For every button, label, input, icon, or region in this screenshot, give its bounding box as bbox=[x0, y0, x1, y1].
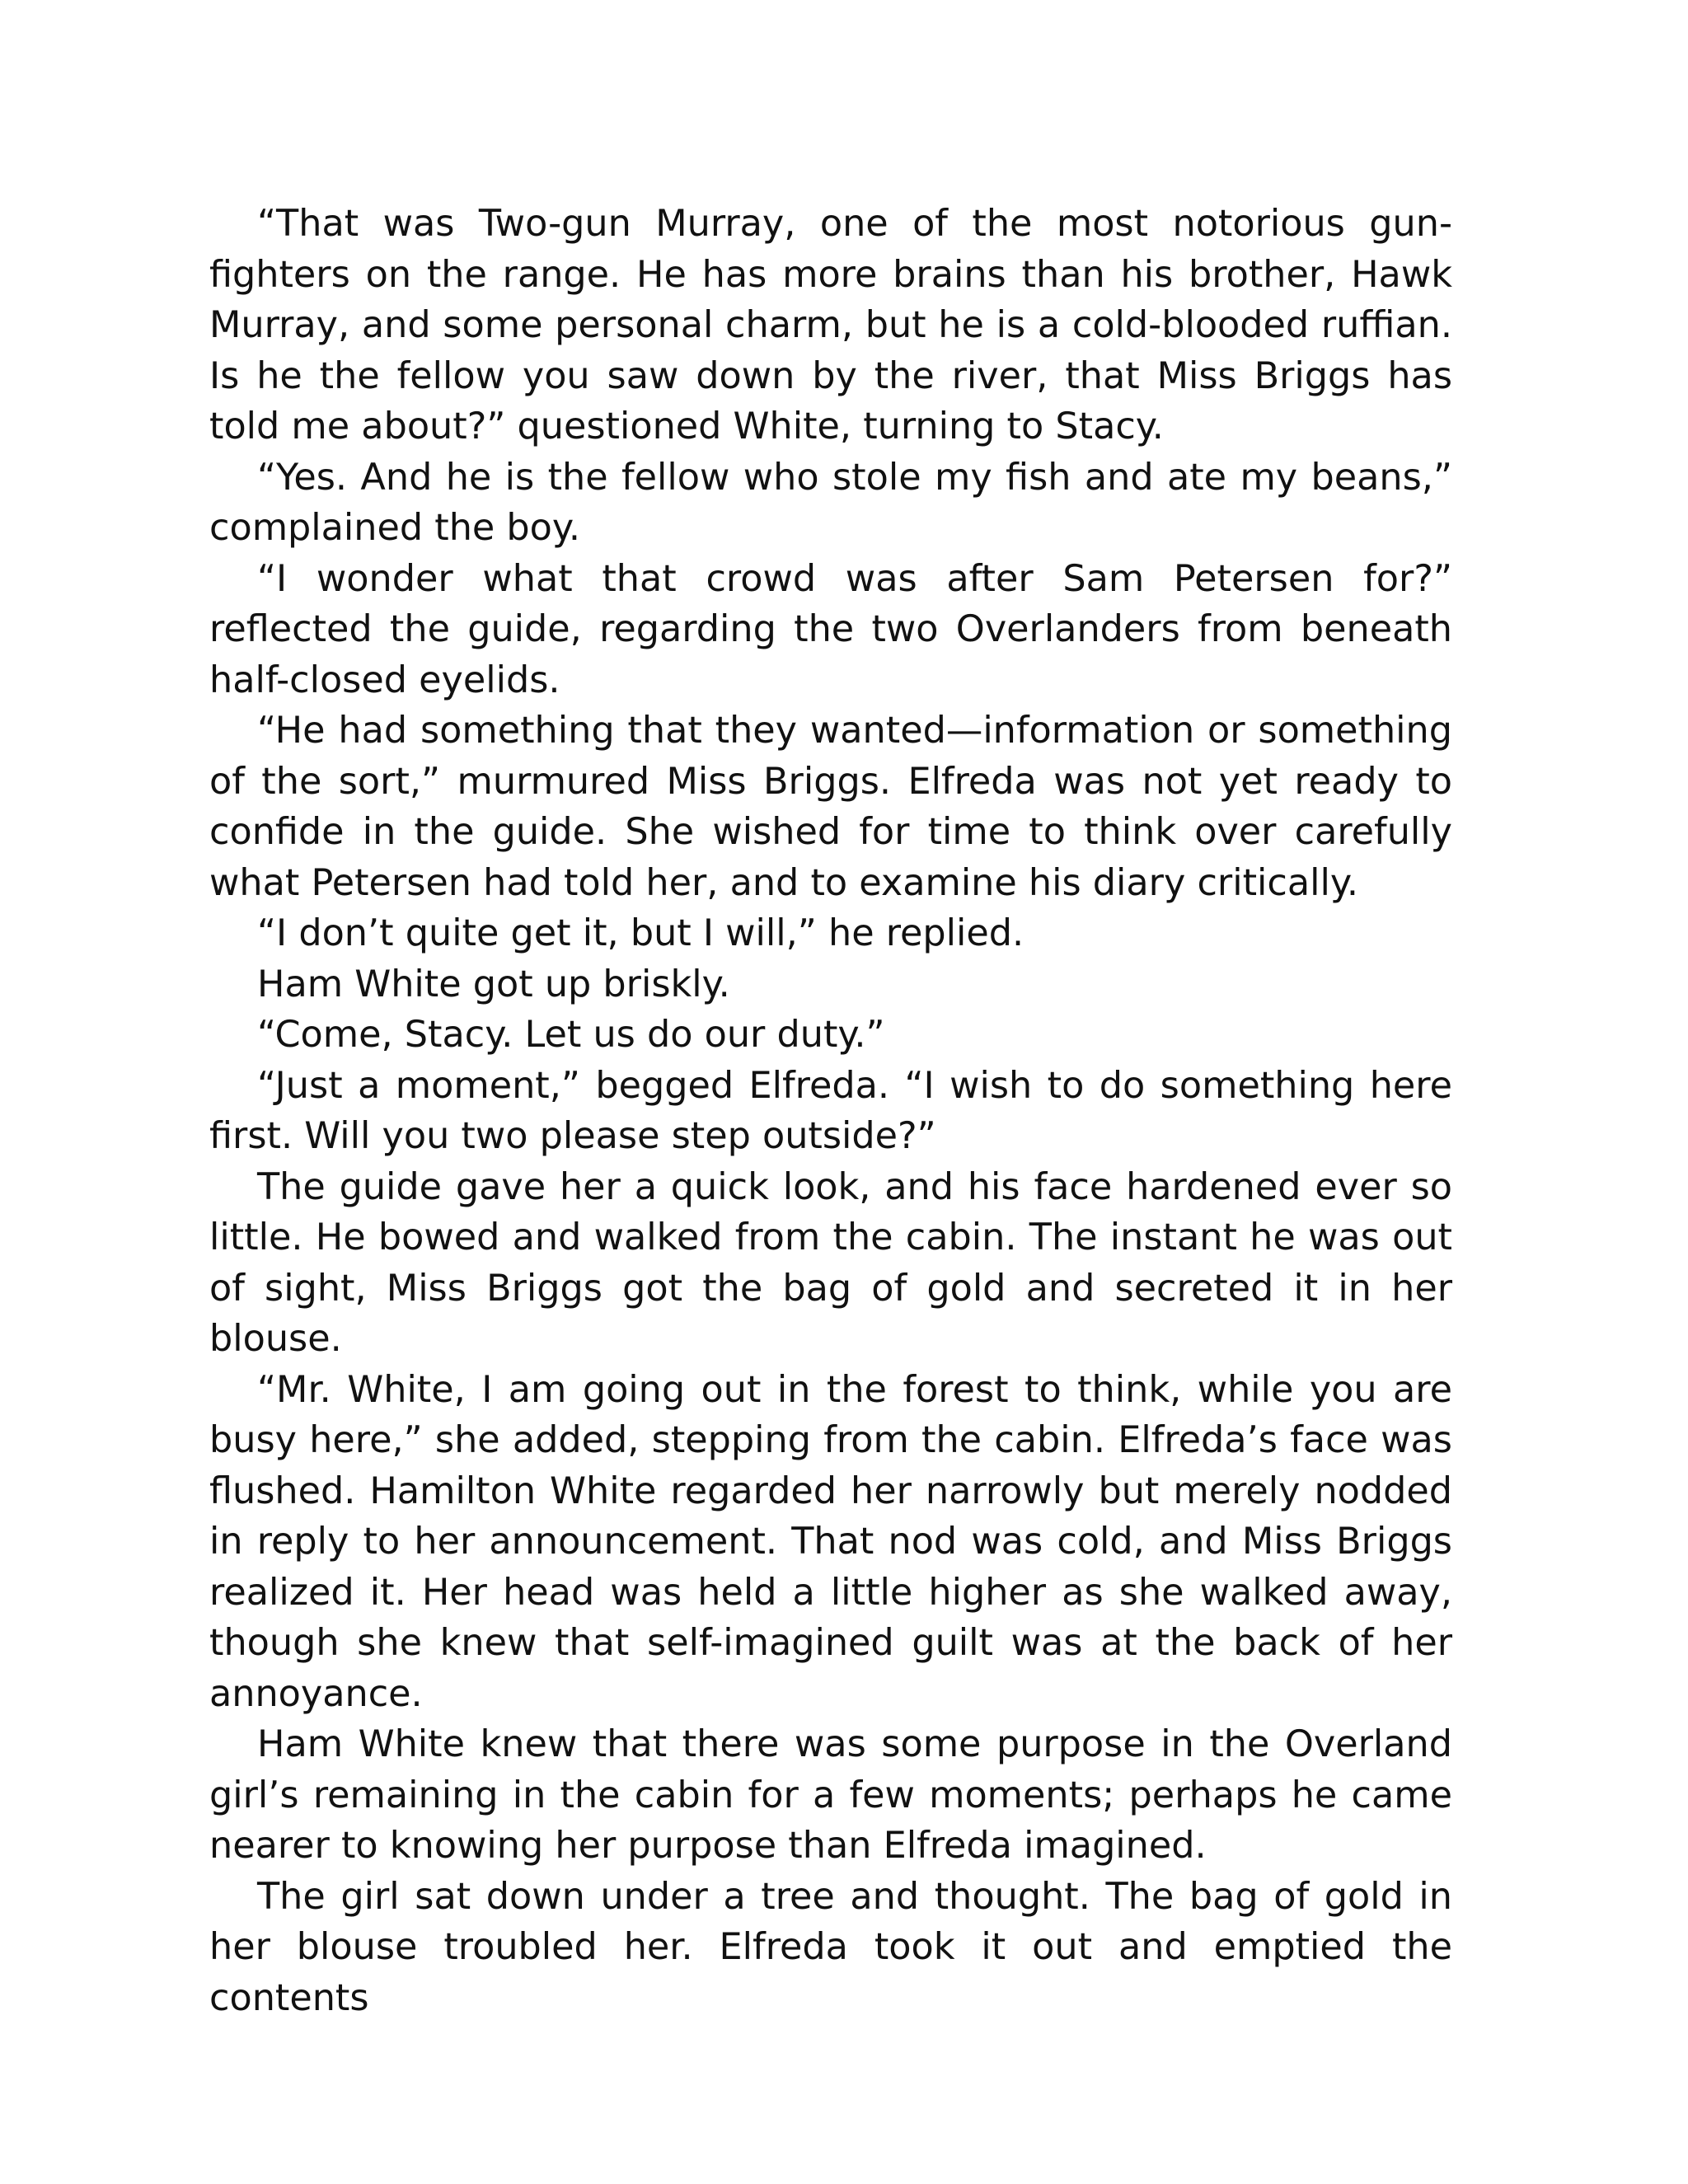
paragraph: The guide gave her a quick look, and his face hardened ever so little. He bowed and walked from the cabin. The instant he was out of sight, Miss Briggs got the bag of gold and secreted it in her blouse. bbox=[209, 1165, 1452, 1360]
paragraph: “Just a moment,” begged Elfreda. “I wish to do something here first. Will you two please step outside?” bbox=[209, 1064, 1452, 1157]
paragraph: “That was Two-gun Murray, one of the most notorious gun-fighters on the range. He has more brains than his brother, Hawk Murray, and some personal charm, but he is a cold-blooded ruffian. Is he the fellow you saw down by the river, that Miss Briggs has told me about?” questioned White, turning to Stacy. bbox=[209, 203, 1452, 448]
paragraph: “Mr. White, I am going out in the forest to think, while you are busy here,” she added, stepping from the cabin. Elfreda’s face was flushed. Hamilton White regarded her narrowly but merely nodded in reply to her announcement. That nod was cold, and Miss Briggs realized it. Her head was held a little higher as she walked away, though she knew that self-imagined guilt was at the back of her annoyance. bbox=[209, 1368, 1452, 1715]
paragraph: The girl sat down under a tree and thought. The bag of gold in her blouse troubled her. Elfreda took it out and emptied the contents bbox=[209, 1875, 1452, 2019]
paragraph: “Yes. And he is the fellow who stole my fish and ate my beans,” complained the boy. bbox=[209, 456, 1452, 549]
paragraph: Ham White got up briskly. bbox=[257, 963, 730, 1005]
paragraph: “I wonder what that crowd was after Sam Petersen for?” reflected the guide, regarding the two Overlanders from beneath half-closed eyelids. bbox=[209, 557, 1452, 701]
book-page bbox=[209, 199, 1452, 2023]
paragraph: “He had something that they wanted—information or something of the sort,” murmured Miss Briggs. Elfreda was not yet ready to confide in the guide. She wished for time to think over carefully what Petersen had told her, and to examine his diary critically. bbox=[209, 710, 1452, 904]
paragraph: “Come, Stacy. Let us do our duty.” bbox=[257, 1014, 885, 1056]
paragraph: “I don’t quite get it, but I will,” he replied. bbox=[257, 912, 1025, 954]
paragraph: Ham White knew that there was some purpose in the Overland girl’s remaining in the cabin for a few moments; perhaps he came nearer to knowing her purpose than Elfreda imagined. bbox=[209, 1723, 1452, 1867]
